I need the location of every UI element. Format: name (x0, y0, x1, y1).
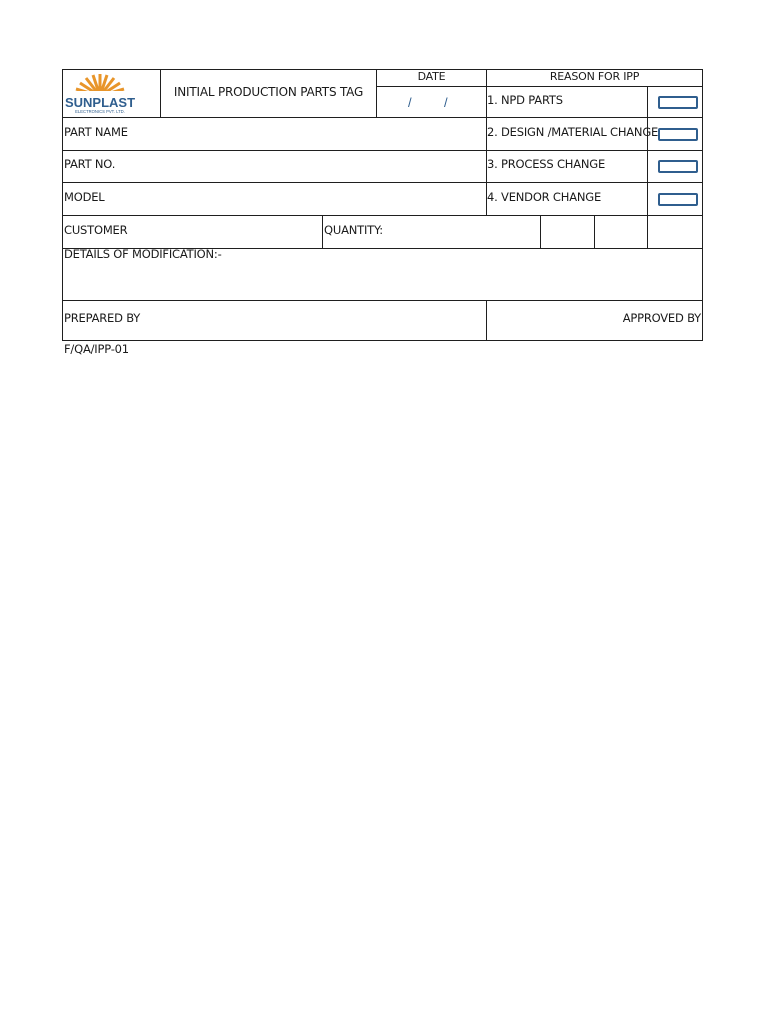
vendor-checkbox[interactable] (658, 193, 698, 206)
date-separator: / (444, 95, 448, 110)
customer-label: CUSTOMER (64, 223, 128, 237)
grid-line (62, 150, 703, 151)
grid-line (62, 340, 703, 341)
form-title: INITIAL PRODUCTION PARTS TAG (173, 85, 364, 99)
sunplast-logo (65, 71, 135, 115)
grid-line (62, 69, 63, 341)
reason-header: REASON FOR IPP (549, 70, 640, 83)
process-checkbox[interactable] (658, 160, 698, 173)
grid-line (540, 215, 541, 248)
logo-brand-text: SUNPLAST (65, 95, 135, 110)
date-label: DATE (417, 70, 446, 83)
reason-process-label: 3. PROCESS CHANGE (487, 157, 606, 171)
grid-line (62, 117, 703, 118)
reason-design-label: 2. DESIGN /MATERIAL CHANGE (487, 125, 659, 139)
logo-sub-text: ELECTRONICS PVT. LTD. (75, 109, 125, 114)
grid-line (376, 86, 703, 87)
design-material-checkbox[interactable] (658, 128, 698, 141)
reason-vendor-label: 4. VENDOR CHANGE (487, 190, 602, 204)
part-name-label: PART NAME (64, 125, 128, 139)
details-label: DETAILS OF MODIFICATION:- (64, 247, 222, 261)
part-no-label: PART NO. (64, 157, 116, 171)
grid-line (594, 215, 595, 248)
prepared-by-label: PREPARED BY (64, 311, 141, 325)
reason-npd-label: 1. NPD PARTS (487, 93, 563, 107)
grid-line (322, 215, 323, 248)
approved-by-label: APPROVED BY (622, 311, 701, 325)
grid-line (62, 182, 703, 183)
grid-line (62, 215, 703, 216)
quantity-label: QUANTITY: (324, 223, 383, 237)
form-code: F/QA/IPP-01 (64, 342, 129, 356)
date-separator: / (408, 95, 412, 110)
ipp-tag-form (62, 69, 703, 341)
grid-line (62, 300, 703, 301)
npd-checkbox[interactable] (658, 96, 698, 109)
model-label: MODEL (64, 190, 105, 204)
grid-line (647, 86, 648, 248)
grid-line (702, 69, 703, 341)
